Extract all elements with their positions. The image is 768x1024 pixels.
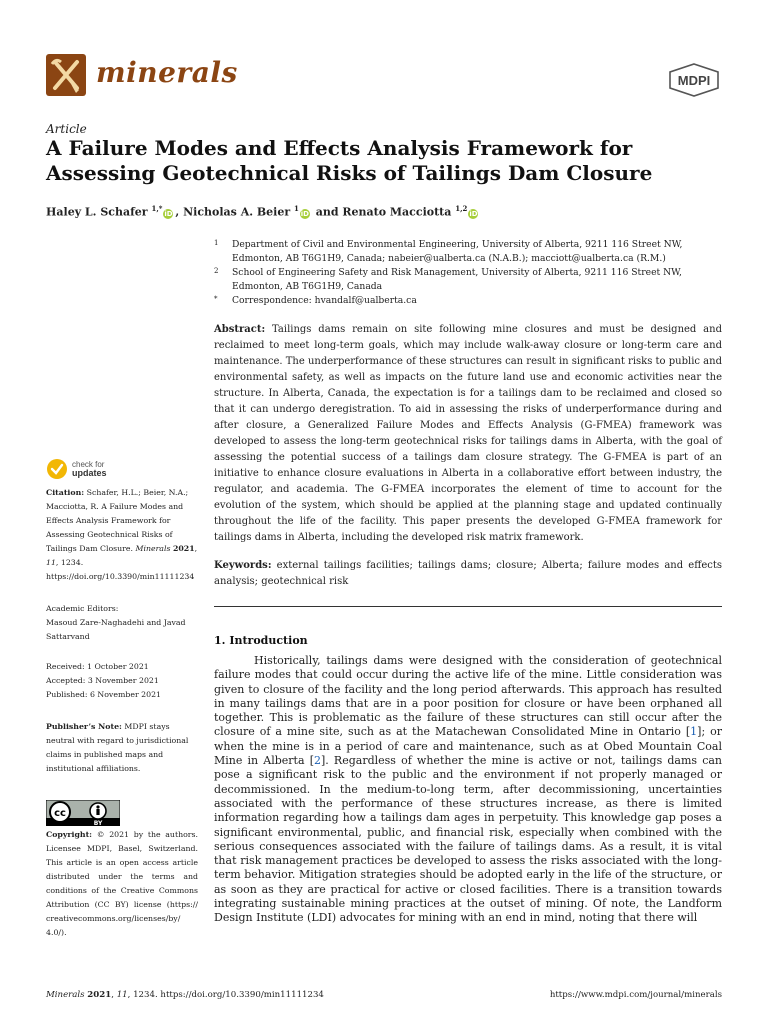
footer-year: 2021 (87, 990, 112, 1000)
body-text-part: Historically, tailings dams were designed with the consideration of geotechnical failure modes that could occur during the active life of the mine. Little consideration was given to closure of the facility and the long period afterwards. This approach has resulted in many tailings dams that are in a poor position for closure or have been orphaned all together. This is problematic as the failure of these structures can still occur after the closure of a mine site, such as at the Matachewan Consolidated Mine in Ontario [ (214, 654, 722, 739)
journal-name: minerals (96, 56, 238, 89)
author-name[interactable]: Renato Macciotta (342, 205, 452, 219)
publisher-note-label: Publisher’s Note: (46, 722, 122, 731)
author-separator: and (311, 205, 343, 219)
check-for-updates-button[interactable] (46, 456, 126, 482)
citation-block: Citation: Schafer, H.L.; Beier, N.A.; Macciotta, R. A Failure Modes and Effects Analysis Framework for Assessing Geotechnical Risks of Tailings Dam Closure. Minerals 2021, 11, 1234. https://doi.org/10.3390/min11111234 (46, 488, 198, 581)
editors-label: Academic Editors: (46, 604, 119, 613)
check-updates-top: check for (72, 460, 105, 469)
citation-label: Citation: (46, 488, 85, 497)
journal-logo-icon (46, 54, 86, 96)
keywords-label: Keywords: (214, 560, 272, 571)
published-date: Published: 6 November 2021 (46, 690, 162, 699)
cc-by-label: BY (93, 820, 103, 826)
publisher-note (46, 720, 198, 776)
keywords (214, 558, 722, 590)
affiliation-text: School of Engineering Safety and Risk Management, University of Alberta, 9211 116 Street NW, Edmonton, AB T6G1H9, Canada (232, 267, 682, 292)
footer-journal: Minerals (46, 990, 85, 1000)
academic-editors (46, 602, 198, 644)
affiliation-item (214, 294, 724, 308)
copyright-block (46, 828, 198, 940)
orcid-icon[interactable]: iD (300, 209, 309, 218)
abstract-text: Tailings dams remain on site following mine closures and must be designed and reclaimed to meet long-term goals, which may include walk-away closure or long-term care and maintenance. The underperformance of these structures can result in significant risks to public and environmental safety, as well as impacts on the future land use and economic activities near the structure. In Alberta, Canada, the expectation is for a tailings dam to be reclaimed and closed so that it can undergo deregistration. To aid in assessing the risks of underperformance during and after closure, a Generalized Failure Modes and Effects Analysis (G-FMEA) framework was developed to assess the long-term geotechnical risks for tailings dams in Alberta, with the goal of assessing the potential success of a tailings dam closure strategy. The G-FMEA is part of an initiative to enhance closure evaluations in Alberta in a collaborative effort between industry, the regulator, and academia. The G-FMEA incorporates the element of time to account for the evolution of the system, which should be applied at the planning stage and updated continually throughout the life of the facility. This paper presents the developed G-FMEA framework for tailings dams in Alberta, including the developed risk matrix framework. (214, 324, 722, 543)
affiliation-text: Department of Civil and Environmental Engineering, University of Alberta, 9211 116 Street NW, Edmonton, AB T6G1H9, Canada; nabeier@ualberta.ca (N.A.B.); macciott@ualberta.ca (R.M.) (232, 239, 683, 264)
affiliation-item (214, 238, 724, 266)
reference-link[interactable]: 1 (690, 725, 698, 739)
editors-names: Masoud Zare-Naghadehi and Javad Sattarvand (46, 618, 186, 641)
citation-volume: 11 (46, 558, 56, 567)
check-updates-icon (46, 458, 68, 480)
received-date: Received: 1 October 2021 (46, 662, 149, 671)
author-affiliation-marker: 1 (294, 204, 299, 213)
citation-text: Schafer, H.L.; Beier, N.A.; Macciotta, R. A Failure Modes and Effects Analysis Framework for Assessing Geotechnical Risks of Tailings Dam Closure. (46, 488, 189, 553)
body-text-part: ]; or when the mine is in a period of care and maintenance, such as at Obed Mountain Coal Mine in Alberta [ (214, 725, 723, 768)
keywords-text: external tailings facilities; tailings dams; closure; Alberta; failure modes and effects analysis; geotechnical risk (214, 560, 722, 587)
cc-by-license-icon[interactable] (46, 800, 120, 826)
affiliations (214, 238, 724, 308)
check-updates-bottom: updates (72, 468, 107, 478)
author-affiliation-marker: 1,* (151, 204, 163, 213)
footer-citation: Minerals 2021, 11, 1234. https://doi.org/10.3390/min11111234 (46, 990, 324, 1000)
author-name[interactable]: Nicholas A. Beier (183, 205, 291, 219)
footer-journal-url[interactable]: https://www.mdpi.com/journal/minerals (549, 990, 722, 1000)
footer-doi[interactable]: , 1234. https://doi.org/10.3390/min11111234 (127, 990, 324, 1000)
citation-year: 2021 (172, 544, 195, 553)
citation-journal: Minerals (135, 544, 171, 553)
author-name[interactable]: Haley L. Schafer (46, 205, 148, 219)
affiliation-number: 2 (214, 267, 219, 275)
correspondence-text[interactable]: Correspondence: hvandalf@ualberta.ca (232, 295, 417, 306)
citation-doi[interactable]: , 1234. https://doi.org/10.3390/min11111234 (46, 558, 195, 581)
affiliation-item (214, 266, 724, 294)
abstract-label: Abstract: (214, 324, 266, 335)
publication-dates (46, 660, 198, 702)
orcid-icon[interactable]: iD (469, 209, 478, 218)
abstract (214, 322, 722, 546)
publisher-note-text: MDPI stays neutral with regard to jurisdictional claims in published maps and institutional affiliations. (46, 722, 189, 773)
footer-volume: 11 (116, 990, 128, 1000)
accepted-date: Accepted: 3 November 2021 (46, 676, 159, 685)
mdpi-logo-icon (666, 62, 722, 98)
affiliation-number: 1 (214, 239, 219, 247)
article-title: A Failure Modes and Effects Analysis Framework for Assessing Geotechnical Risks of Tailings Dam Closure (46, 136, 653, 185)
svg-text:MDPI: MDPI (677, 73, 711, 88)
section-divider (214, 606, 722, 607)
article-type: Article (46, 122, 87, 136)
section-heading: 1. Introduction (214, 634, 308, 647)
svg-text:cc: cc (54, 808, 66, 819)
author-list (46, 204, 480, 219)
author-separator: , (175, 205, 184, 219)
body-text-part: ]. Regardless of whether the mine is active or not, tailings dams can pose a significant risk to the public and the environment if not properly managed or decommissioned. In the medium-to-long term, after decommissioning, uncertainties associated with the performance of these structures increase, as there is limited information regarding how a tailings dam ages in perpetuity. This knowledge gap poses a significant environmental, public, and financial risk, especially when combined with the serious consequences associated with the failure of tailings dams. As a result, it is vital that risk management practices be developed to assess the risks associated with the long-term behavior. Mitigation strategies should be adopted early in the life of the structure, or as soon as they are practical for active or closed facilities. There is a transition towards integrating sustainable mining practices at the outset of mining. Of note, the Landform Design Institute (LDI) advocates for mining with an end in mind, noting that there will (214, 754, 722, 925)
body-paragraph (214, 654, 722, 926)
author-affiliation-marker: 1,2 (455, 204, 468, 213)
affiliation-number: * (214, 295, 218, 303)
copyright-text: © 2021 by the authors. Licensee MDPI, Basel, Switzerland. This article is an open access article distributed under the terms and conditions of the Creative Commons Attribution (CC BY) license (https:// creativecommons.org/licenses/by/ 4.0/). (46, 830, 198, 937)
orcid-icon[interactable]: iD (164, 209, 173, 218)
reference-link[interactable]: 2 (313, 754, 321, 768)
copyright-label: Copyright: (46, 830, 93, 839)
